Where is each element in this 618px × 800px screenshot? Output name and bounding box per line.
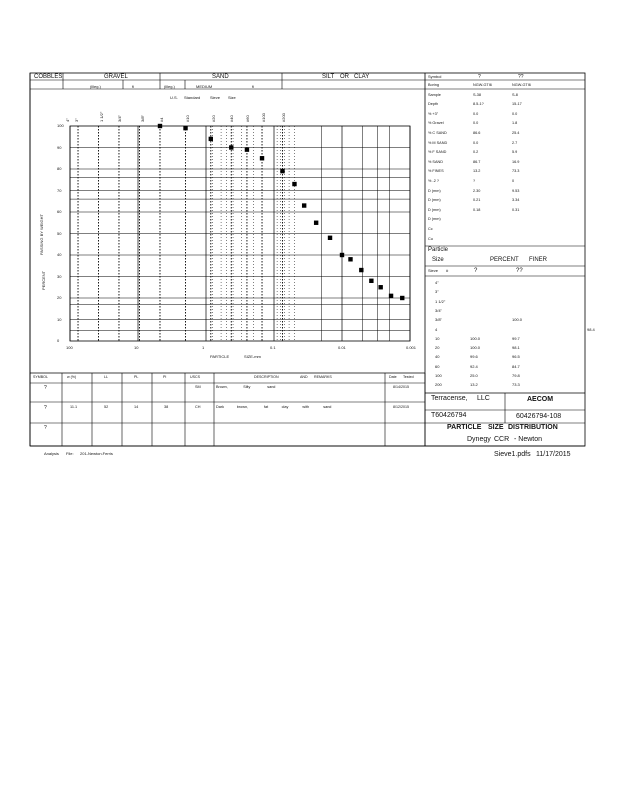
data-point <box>280 169 284 173</box>
property-label: Sample <box>428 92 441 97</box>
property-value-1: NGW-GTI6 <box>473 83 492 87</box>
table-description: clay <box>281 405 289 409</box>
sieve-row-value-2: 79.8 <box>512 373 520 378</box>
data-point <box>292 182 296 186</box>
property-value-2: S-8 <box>512 92 518 97</box>
footer-file-label: File: <box>66 451 74 456</box>
sand-header: SAND <box>212 74 229 80</box>
sieve-row-label: 3/4" <box>435 307 442 313</box>
project-newton: - Newton <box>514 436 543 443</box>
y-tick-label: 20 <box>57 295 62 300</box>
table-ll: 52 <box>104 405 109 409</box>
table-description: sand <box>267 385 276 389</box>
property-value-1: 8.5-1? <box>473 102 484 107</box>
sieve-row-label: 60 <box>435 363 440 369</box>
sieve-size-label: 3/8" <box>140 115 145 122</box>
property-value-2: 2.7 <box>512 140 518 145</box>
property-label: % -2 ? <box>428 179 439 183</box>
x-tick-label: 1 <box>202 345 205 350</box>
x-axis-label-size: SIZE-mm <box>244 354 261 359</box>
table-header: DESCRIPTION <box>254 375 279 379</box>
property-value-1: 0.2 <box>473 150 479 155</box>
table-description: with <box>302 405 310 409</box>
property-value-1: 0.21 <box>473 198 481 203</box>
data-point <box>183 126 187 130</box>
title-size: SIZE <box>488 424 504 431</box>
table-header: LL <box>104 375 108 379</box>
sieve-row-label: 4 <box>435 326 438 332</box>
job-number-right: 60426794-108 <box>516 413 562 420</box>
data-point <box>359 268 363 272</box>
sieve-size-label: #10 <box>185 115 190 122</box>
sieve-row-label: 4" <box>435 280 439 285</box>
finer-label: FINER <box>529 257 547 263</box>
cobbles-header: COBBLES <box>34 74 63 80</box>
table-date: 8/14/2015 <box>393 385 409 389</box>
standard-label: Standard <box>184 95 201 100</box>
table-header: REMARKS <box>314 375 332 379</box>
sieve-size-label: 3" <box>74 118 79 122</box>
table-pl: 14 <box>134 405 139 409</box>
sieve-size-label: 3/4" <box>117 115 122 122</box>
property-value-2: 73.3 <box>512 169 520 174</box>
property-label: % M SAND <box>428 140 448 145</box>
property-value-1: 86.7 <box>473 159 481 164</box>
table-description: brown, <box>236 405 249 409</box>
property-value-2: 0.0 <box>512 111 518 116</box>
sieve-size-label: #60 <box>245 115 250 122</box>
property-label: % FINES <box>428 169 444 174</box>
property-value-1: 2.30 <box>473 188 481 193</box>
property-value-2: 16.9 <box>512 159 520 164</box>
report-date: 11/17/2015 <box>536 451 571 458</box>
y-tick-label: 40 <box>57 252 62 257</box>
clay-label: CLAY <box>354 74 370 80</box>
table-description: Silty <box>243 385 251 389</box>
sieve-row-label: 100 <box>435 373 442 378</box>
footer-analysis: Analysis <box>44 451 59 456</box>
data-point <box>158 124 162 128</box>
table-symbol: ? <box>44 405 47 411</box>
sieve-row-value-1: 99.6 <box>470 354 478 360</box>
property-label: Depth <box>428 102 439 107</box>
data-point <box>389 294 393 298</box>
table-description: sand <box>323 405 332 409</box>
sieve-size-label: #40 <box>229 115 234 122</box>
table-header: SYMBOL <box>33 375 48 379</box>
x-axis-label-particle: PARTICLE <box>210 354 230 359</box>
y-tick-label: 30 <box>57 273 62 279</box>
data-point <box>348 257 352 261</box>
company-llc: LLC <box>477 395 490 402</box>
sieve-header: Sieve <box>428 268 439 273</box>
project-dynegy: Dynegy <box>467 436 491 443</box>
sieve-row-value-2: 84.7 <box>512 363 520 369</box>
property-label: Cu <box>428 236 433 241</box>
data-point <box>314 221 318 225</box>
property-value-2: 0.31 <box>512 207 520 212</box>
sieve-label: Sieve <box>210 95 221 100</box>
property-value-2: 5.9 <box>512 150 518 155</box>
property-value-2: 0 <box>512 179 515 183</box>
table-header: AND <box>300 375 308 379</box>
sieve-size-label: 4" <box>65 118 70 122</box>
table-w: 11.1 <box>70 405 78 409</box>
property-value-2: 25.4 <box>512 131 520 135</box>
data-point <box>369 279 373 283</box>
particle-title: Particle <box>428 247 449 253</box>
sieve-row-label: 1 1/2" <box>435 298 446 304</box>
data-point <box>229 145 233 149</box>
data-point <box>340 253 344 257</box>
sand-medium-sub: MEDIUM <box>196 84 213 89</box>
data-point <box>378 285 382 289</box>
sieve-row-value-1: 92.4 <box>470 363 478 369</box>
x-tick-label: 0.1 <box>270 345 276 350</box>
sieve-row-value-1: 100.0 <box>470 335 481 341</box>
sieve-header-col-1: ? <box>474 268 478 274</box>
table-description: Brown, <box>216 385 228 389</box>
property-value-1: 13.2 <box>473 169 481 174</box>
y-tick-label: 90 <box>57 144 62 150</box>
sieve-size-label: #200 <box>281 113 286 122</box>
size-label: Size <box>228 95 236 100</box>
outside-value: 98.4 <box>587 327 595 332</box>
property-label: Boring <box>428 83 439 87</box>
property-value-1: 86.6 <box>473 131 481 135</box>
table-description: Dark <box>216 405 225 409</box>
sieve-row-value-2: 98.1 <box>512 345 520 351</box>
sieve-row-value-2: 96.5 <box>512 354 520 360</box>
company-name: Terracense, <box>431 395 468 402</box>
percent-label: PERCENT <box>490 257 519 263</box>
property-value-2: 3.34 <box>512 198 520 203</box>
sieve-row-value-2: 99.7 <box>512 335 520 341</box>
y-axis-label-top: PASSING BY WEIGHT <box>39 214 44 255</box>
property-value-1: ? <box>473 179 476 183</box>
y-tick-label: 80 <box>57 166 62 171</box>
property-label: % SAND <box>428 159 443 164</box>
or-label: OR <box>340 74 349 80</box>
sand-coarse-sub: (illeg.) <box>164 84 175 89</box>
table-header: PI <box>163 375 167 379</box>
table-symbol: ? <box>44 385 47 391</box>
project-ccr: CCR <box>494 436 510 443</box>
y-tick-label: 50 <box>57 230 62 236</box>
property-label: % +3" <box>428 111 439 116</box>
table-header: PL <box>134 375 139 379</box>
property-value-2: NGW-GTI6 <box>512 83 531 87</box>
sieve-row-value-1: 13.2 <box>470 382 478 388</box>
sieve-header-hash: # <box>446 268 449 273</box>
sieve-size-label: #100 <box>261 113 266 122</box>
x-tick-label: 100 <box>66 345 73 350</box>
data-point <box>209 137 213 141</box>
table-uscs: CH <box>195 405 201 409</box>
symbol-col-2: ?? <box>518 74 524 80</box>
symbol-header: Symbol <box>428 74 442 79</box>
silt-label: SILT <box>322 74 335 80</box>
x-tick-label: 10 <box>134 345 139 350</box>
data-point <box>400 296 404 300</box>
job-number-left: T60426794 <box>431 412 467 419</box>
sieve-row-label: 3/8" <box>435 317 442 323</box>
sieve-row-label: 3" <box>435 289 439 295</box>
data-point <box>245 147 249 151</box>
sand-fine-sub: fi <box>252 84 254 89</box>
sieve-row-value-1: 25.0 <box>470 373 478 378</box>
property-label: D (mm) <box>428 217 441 222</box>
property-label: Cc <box>428 227 433 231</box>
property-value-1: 0.18 <box>473 207 481 212</box>
symbol-col-1: ? <box>478 74 481 80</box>
property-label: % C SAND <box>428 131 447 135</box>
sieve-row-label: 20 <box>435 345 440 351</box>
x-tick-label: 0.001 <box>406 345 417 350</box>
table-description: fat <box>264 405 269 409</box>
table-date: 8/12/2015 <box>393 405 409 409</box>
table-header: USCS <box>190 375 200 379</box>
footer-file-name: 201-Newton.Ferris <box>80 451 113 456</box>
sieve-row-value-1: 100.0 <box>470 345 481 351</box>
sieve-row-value-2: 73.3 <box>512 382 520 388</box>
property-value-2: 9.53 <box>512 188 520 193</box>
property-value-2: 1.8 <box>512 121 518 126</box>
property-label: % F SAND <box>428 150 447 155</box>
property-value-2: 15-17 <box>512 102 522 107</box>
gravel-coarse-sub: (illeg.) <box>90 84 101 89</box>
table-symbol: ? <box>44 425 47 431</box>
data-point <box>328 236 332 240</box>
file-name: Sieve1.pdfs <box>494 451 531 458</box>
size-title: Size <box>432 257 444 263</box>
property-label: D (mm) <box>428 198 441 203</box>
gravel-header: GRAVEL <box>104 74 128 80</box>
property-value-1: S-38 <box>473 92 482 97</box>
property-value-1: 0.0 <box>473 111 479 116</box>
sieve-size-label: #4 <box>159 117 164 122</box>
data-point <box>302 203 306 207</box>
property-label: % Gravel <box>428 121 444 126</box>
y-axis-label-bottom: PERCENT <box>41 270 46 290</box>
title-distribution: DISTRIBUTION <box>508 424 558 431</box>
y-tick-label: 10 <box>57 316 62 322</box>
table-header: w (%) <box>67 375 77 379</box>
sieve-row-label: 10 <box>435 335 440 341</box>
sieve-row-label: 200 <box>435 382 442 388</box>
y-tick-label: 70 <box>57 187 62 193</box>
property-label: D (mm) <box>428 207 441 212</box>
property-label: D (mm) <box>428 188 441 193</box>
sieve-header-col-2: ?? <box>516 268 523 274</box>
title-particle: PARTICLE <box>447 424 482 431</box>
sieve-row-label: 40 <box>435 354 440 360</box>
property-value-1: 0.0 <box>473 140 479 145</box>
data-point <box>260 156 264 160</box>
table-header: Tested <box>403 375 414 379</box>
table-pi: 38 <box>164 405 169 409</box>
gravel-fine-sub: fi <box>132 84 134 89</box>
y-tick-label: 60 <box>57 209 62 214</box>
us-label: U.S. <box>170 95 178 100</box>
property-value-1: 0.0 <box>473 121 479 126</box>
table-header: Date <box>389 375 397 379</box>
sieve-size-label: 1 1/2" <box>99 111 104 122</box>
y-tick-label: 0 <box>57 338 60 343</box>
sieve-size-label: #20 <box>211 115 216 122</box>
x-tick-label: 0.01 <box>338 345 346 350</box>
y-tick-label: 100 <box>57 123 64 128</box>
table-uscs: SM <box>195 385 201 389</box>
client-name: AECOM <box>527 396 554 403</box>
sieve-row-value-2: 100.0 <box>512 317 523 323</box>
